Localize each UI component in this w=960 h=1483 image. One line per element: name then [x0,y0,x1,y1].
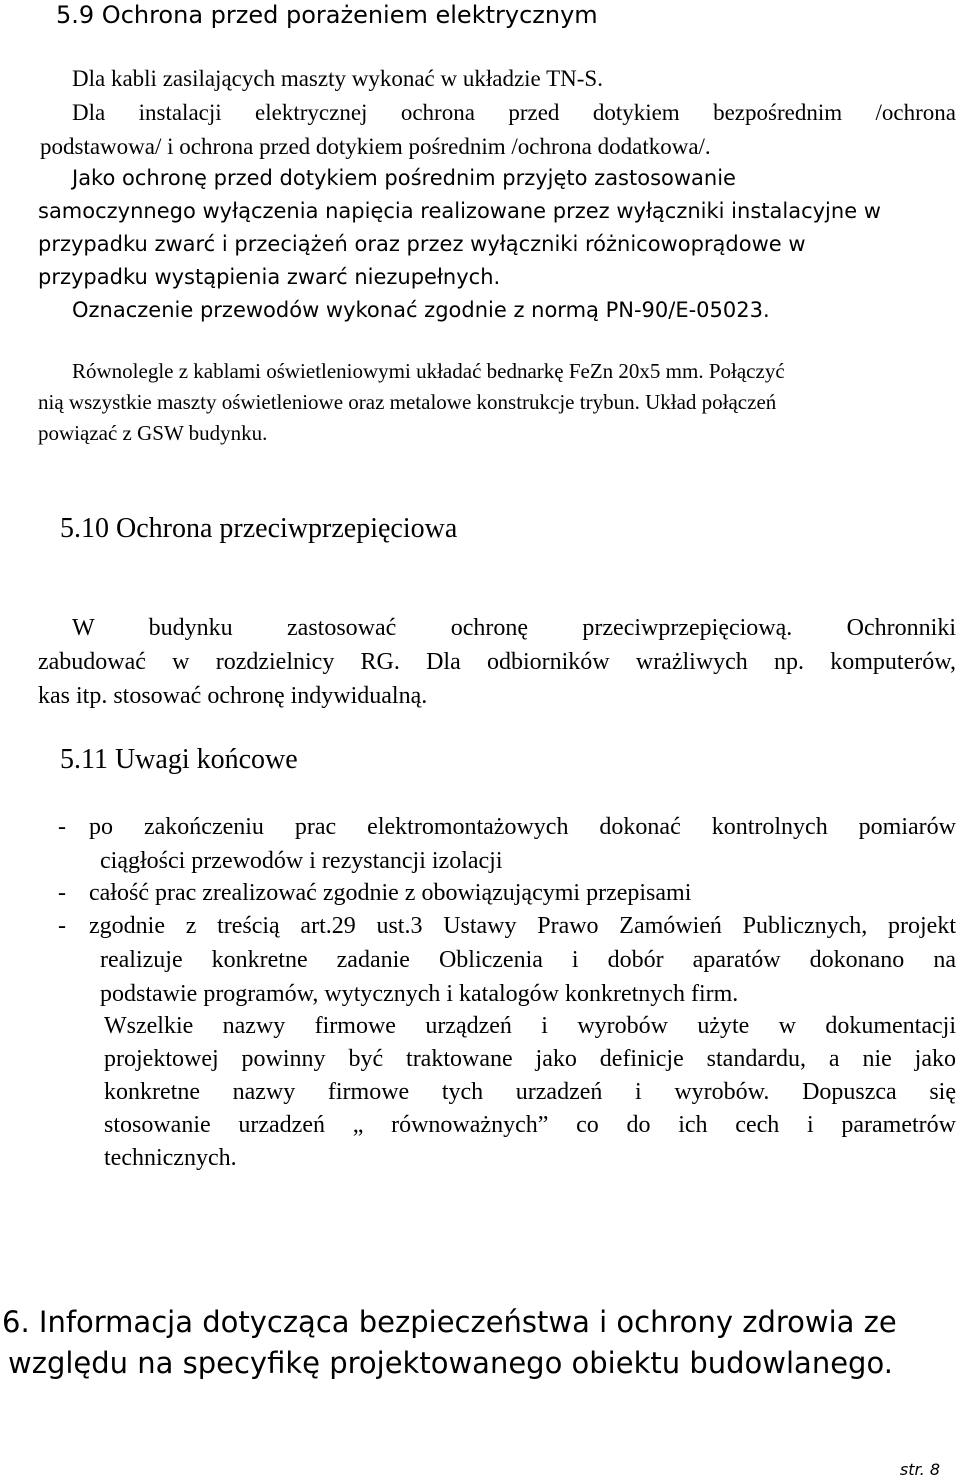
s59-p5-l3: powiązać z GSW budynku. [38,421,268,445]
bullet-dash: - [58,880,66,906]
page-number: str. 8 [899,1460,940,1479]
s511-p-l2: projektowej powinny być traktowane jako definicje standardu, a nie jako [104,1046,956,1072]
b3-l2: realizuje konkretne zadanie Obliczenia i dobór aparatów dokonano na [100,947,956,973]
b3-l3: podstawie programów, wytycznych i katalogów konkretnych firm. [100,981,739,1007]
s59-p3-l2: samoczynnego wyłączenia napięcia realizowane przez wyłączniki instalacyjne w [38,199,881,223]
b3-l1: zgodnie z treścią art.29 ust.3 Ustawy Prawo Zamówień Publicznych, projekt [89,913,956,939]
b1-l2: ciągłości przewodów i rezystancji izolacji [100,848,503,874]
section-6-heading-l1: 6. Informacja dotycząca bezpieczeństwa i ochrony zdrowia ze [2,1305,897,1339]
s511-p-l4: stosowanie urzadzeń „ równoważnych” co do ich cech i parametrów [104,1112,956,1138]
bullet-dash: - [58,814,66,840]
s511-p-l1: Wszelkie nazwy firmowe urządzeń i wyrobów użyte w dokumentacji [104,1013,956,1039]
section-5-9-heading: 5.9 Ochrona przed porażeniem elektrycznym [56,1,598,29]
section-5-10-heading: 5.10 Ochrona przeciwprzepięciowa [60,513,458,544]
s510-p1-l1: W budynku zastosować ochronę przeciwprzepięciową. Ochronniki [72,615,956,641]
s511-p-l3: konkretne nazwy firmowe tych urzadzeń i wyrobów. Dopuszca się [104,1079,956,1105]
s59-p3-l4: przypadku wystąpienia zwarć niezupełnych. [38,265,501,289]
s59-p5-l2: nią wszystkie maszty oświetleniowe oraz metalowe konstrukcje trybun. Układ połączeń [38,390,777,414]
s59-p2-l1: Dla instalacji elektrycznej ochrona przed dotykiem bezpośrednim /ochrona [72,100,956,125]
s59-p3-l1: Jako ochronę przed dotykiem pośrednim przyjęto zastosowanie [72,166,736,190]
s59-p1: Dla kabli zasilających maszty wykonać w układzie TN-S. [72,66,603,91]
s59-p3-l3: przypadku zwarć i przeciążeń oraz przez wyłączniki różnicowoprądowe w [38,232,806,256]
b2-l1: całość prac zrealizować zgodnie z obowiązującymi przepisami [89,880,692,906]
s511-p-l5: technicznych. [104,1145,237,1171]
section-5-11-heading: 5.11 Uwagi końcowe [60,744,298,775]
b1-l1: po zakończeniu prac elektromontażowych dokonać kontrolnych pomiarów [89,814,956,840]
s510-p1-l3: kas itp. stosować ochronę indywidualną. [38,683,428,709]
bullet-dash: - [58,913,66,939]
section-6-heading-l2: względu na specyfikę projektowanego obiektu budowlanego. [8,1346,893,1380]
s59-p5-l1: Równolegle z kablami oświetleniowymi układać bednarkę FeZn 20x5 mm. Połączyć [72,359,785,383]
s59-p2-l2: podstawowa/ i ochrona przed dotykiem pośrednim /ochrona dodatkowa/. [40,134,711,159]
s510-p1-l2: zabudować w rozdzielnicy RG. Dla odbiorników wrażliwych np. komputerów, [38,649,956,675]
s59-p4: Oznaczenie przewodów wykonać zgodnie z normą PN-90/E-05023. [72,298,770,322]
